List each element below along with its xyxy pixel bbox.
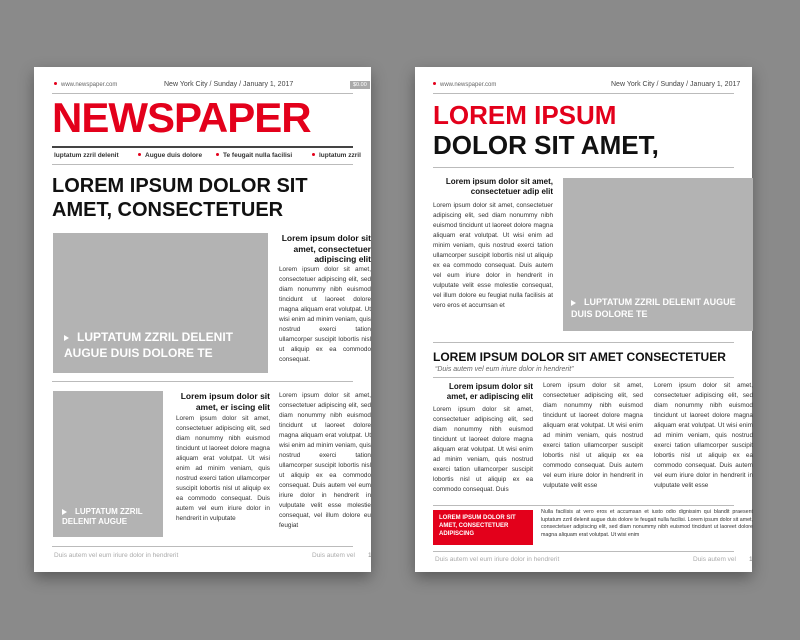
article-2-body: Lorem ipsum dolor sit amet, consectetuer adipiscing elit, sed diam nonummy nibh euismod tincidunt ut laoreet dolore magna aliquam erat volutpat. Ut wisi enim ad minim veniam, quis nostrud exerci tation ullamcorper suscipit lobortis nisl ut aliquip ex ea commodo consequat. Duis autem vel eum iriure dolor in hendrerit in vulputate xyxy=(176,415,270,522)
website-url: www.newspaper.com xyxy=(433,82,496,88)
article-2-subhead: Lorem ipsum dolor sit amet, er iscing elit xyxy=(180,391,270,412)
page2-col-2-body: Lorem ipsum dolor sit amet, consectetuer adipiscing elit, sed diam nonummy nibh euismod tincidunt ut laoreet dolore magna aliquam erat volutpat. Ut wisi enim ad minim veniam, quis nostrud exerci tation ullamcorper suscipit lobortis nisl ut aliquip ex ea commodo consequat. Duis autem vel eum iriure dolor in hendrerit in vulputate velit esse xyxy=(543,382,643,489)
page2-col-1-subhead: Lorem ipsum dolor sit amet, er adipiscing elit xyxy=(446,382,533,401)
article-1-subhead: Lorem ipsum dolor sit amet, consectetuer adipiscing elit xyxy=(281,233,371,265)
play-triangle-icon xyxy=(571,300,576,306)
page2-article-1-body: Lorem ipsum dolor sit amet, consectetuer adipiscing elit, sed diam nonummy nibh euismod tincidunt ut laoreet dolore magna aliquam erat volutpat. Ut wisi enim ad minim veniam, quis nostrud exerci tation ullamcorper suscipit lobortis nisl ut aliquip ex ea commodo consequat. Duis autem vel eum iriure dolor in hendrerit in vulputate velit esse molestie consequat, vel illum dolore eu feugiat nulla facilisis at vero eros et accumsan et xyxy=(433,202,553,309)
page2-article-1-subhead: Lorem ipsum dolor sit amet, consectetuer adip elit xyxy=(445,177,553,196)
footer-right-text: Duis autem vel xyxy=(312,552,355,559)
dateline: New York City / Sunday / January 1, 2017 xyxy=(164,81,294,88)
page-number: 1 xyxy=(368,552,372,559)
page2-col-3-body: Lorem ipsum dolor sit amet, consectetuer adipiscing elit, sed diam nonummy nibh euismod tincidunt ut laoreet dolore magna aliquam erat volutpat. Ut wisi enim ad minim veniam, quis nostrud exerci tation ullamcorper suscipit lobortis nisl ut aliquip ex ea commodo consequat. Duis autem vel eum iriure dolor in hendrerit in vulputate velit esse xyxy=(654,382,753,489)
nav-item-2[interactable]: Augue duis dolore xyxy=(138,152,202,159)
image-2-caption: LUPTATUM ZZRIL DELENIT AUGUE xyxy=(62,507,143,527)
page2-headline-2: LOREM IPSUM DOLOR SIT AMET CONSECTETUER xyxy=(433,350,726,364)
masthead: NEWSPAPER xyxy=(52,94,311,141)
page2-headline-black: DOLOR SIT AMET, xyxy=(433,130,659,160)
red-highlight-box: LOREM IPSUM DOLOR SIT AMET, CONSECTETUER ADIPISCING xyxy=(433,510,533,545)
play-triangle-icon xyxy=(64,335,69,341)
page1-headline: LOREM IPSUM DOLOR SIT AMET, CONSECTETUER xyxy=(52,175,308,221)
newspaper-page-1 xyxy=(34,67,371,572)
article-1-body: Lorem ipsum dolor sit amet, consectetuer adipiscing elit, sed diam nonummy nibh euismod tincidunt ut laoreet dolore magna aliquam erat volutpat. Ut wisi enim ad minim veniam, quis nostrud exerci tation ullamcorper suscipit lobortis nisl ut aliquip ex ea commodo consequat. xyxy=(279,266,371,363)
dateline: New York City / Sunday / January 1, 2017 xyxy=(611,81,741,88)
footer-left-text: Duis autem vel eum iriure dolor in hendrerit xyxy=(54,552,179,559)
newspaper-page-2 xyxy=(415,67,752,572)
price-badge: $0.00 xyxy=(350,81,370,89)
image-1-caption: LUPTATUM ZZRIL DELENIT AUGUE DUIS DOLORE TE xyxy=(64,330,233,360)
website-url: www.newspaper.com xyxy=(54,82,117,88)
article-3-body: Lorem ipsum dolor sit amet, consectetuer adipiscing elit, sed diam nonummy nibh euismod tincidunt ut laoreet dolore magna aliquam erat volutpat. Ut wisi enim ad minim veniam, quis nostrud exerci tation ullamcorper suscipit lobortis nisl ut aliquip ex ea commodo consequat. Duis autem vel eum iriure dolor in hendrerit in vulputate velit esse molestie consequat, vel illum dolore eu feugiat xyxy=(279,392,371,529)
nav-item-3[interactable]: Te feugait nulla facilisi xyxy=(216,152,292,159)
image-3-caption: LUPTATUM ZZRIL DELENIT AUGUE DUIS DOLORE TE xyxy=(571,297,736,319)
page2-headline-red: LOREM IPSUM xyxy=(433,100,617,130)
pull-quote: “Duis autem vel eum iriure dolor in hendrerit” xyxy=(435,366,574,373)
footer-right-text: Duis autem vel xyxy=(693,556,736,563)
small-print: Nulla facilisis at vero eros et accumsan et iusto odio dignissim qui blandit praesent luptatum zzril delenit augue duis dolore te feugait nulla facilisi. Lorem ipsum dolor sit amet, consectetuer adipiscing elit, sed diam nonummy nibh euismod tincidunt ut laoreet dolore magna aliquam erat volutpat. Ut wisi enim xyxy=(541,509,753,539)
page2-col-1-body: Lorem ipsum dolor sit amet, consectetuer adipiscing elit, sed diam nonummy nibh euismod tincidunt ut laoreet dolore magna aliquam erat volutpat. Ut wisi enim ad minim veniam, quis nostrud exerci tation ullamcorper suscipit lobortis nisl ut aliquip ex ea commodo consequat. Duis xyxy=(433,406,533,493)
footer-left-text: Duis autem vel eum iriure dolor in hendrerit xyxy=(435,556,560,563)
nav-item-1[interactable]: luptatum zzril delenit xyxy=(54,152,119,159)
page-number: 1 xyxy=(749,556,753,563)
play-triangle-icon xyxy=(62,509,67,515)
nav-item-4[interactable]: luptatum zzril xyxy=(312,152,361,159)
